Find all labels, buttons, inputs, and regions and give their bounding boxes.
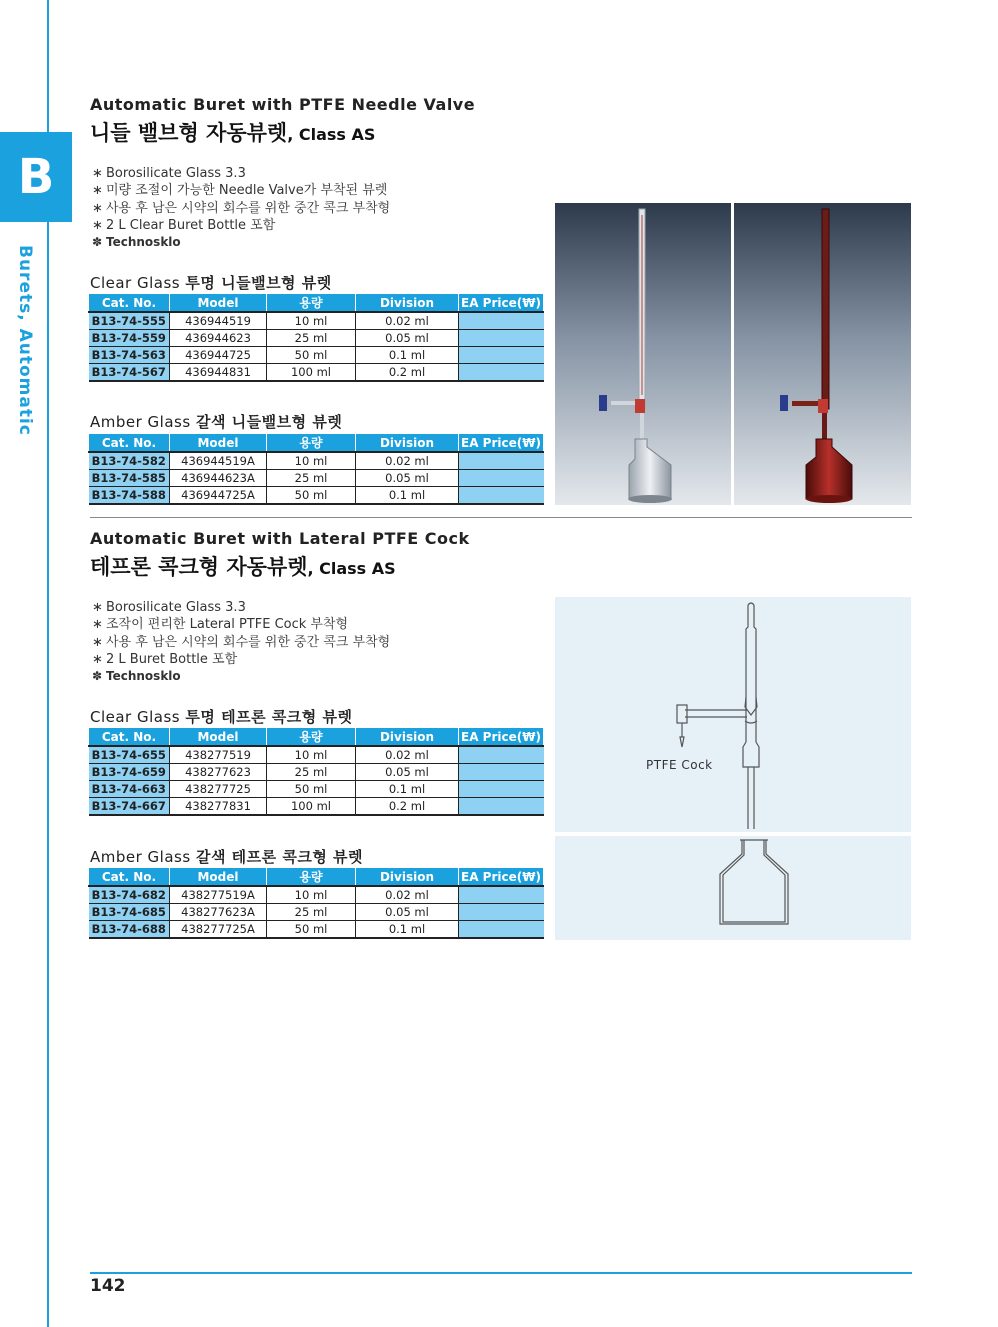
col-cat-no: Cat. No. [89,434,170,453]
section1-clear-table [88,293,544,382]
col-division: Division [356,434,459,453]
table-row: B13-74-667 438277831 100 ml 0.2 ml [89,798,544,816]
clear-buret-photo [555,203,731,505]
col-cat-no: Cat. No. [89,294,170,313]
col-model: Model [170,294,267,313]
col-capacity: 용량 [267,728,356,747]
feature-item: ∗ 사용 후 남은 시약의 회수를 위한 중간 콕크 부착형 [92,634,391,650]
col-price: EA Price(₩) [459,728,544,747]
section2-clear-table [88,727,544,816]
feature-item: ∗ 2 L Clear Buret Bottle 포함 [92,217,276,233]
buret-bottle-diagram [555,836,911,940]
col-model: Model [170,434,267,453]
col-cat-no: Cat. No. [89,868,170,887]
feature-item: ∗ 미량 조절이 가능한 Needle Valve가 부착된 뷰렛 [92,183,388,199]
table-row: B13-74-659 438277623 25 ml 0.05 ml [89,764,544,781]
table-row: B13-74-563 436944725 50 ml 0.1 ml [89,347,544,364]
page-number: 142 [90,1276,126,1296]
section1-clear-heading: Clear Glass 투명 니들밸브형 뷰렛 [90,274,332,292]
table-row: B13-74-655 438277519 10 ml 0.02 ml [89,746,544,764]
section1-title-ko [90,117,375,147]
col-capacity: 용량 [267,294,356,313]
table-row: B13-74-663 438277725 50 ml 0.1 ml [89,781,544,798]
section1-title-en: Automatic Buret with PTFE Needle Valve [90,95,476,114]
section2-amber-table [88,867,544,939]
col-cat-no: Cat. No. [89,728,170,747]
feature-item: ∗ 사용 후 남은 시약의 회수를 위한 중간 콕크 부착형 [92,200,391,216]
section2-title-class: , Class AS [307,559,396,578]
col-division: Division [356,294,459,313]
feature-item: ∗ 2 L Buret Bottle 포함 [92,651,238,667]
section-letter: B [17,149,55,205]
feature-brand: ✽ Technosklo [92,235,181,250]
section-side-label [15,245,45,445]
section2-title-ko-text: 테프론 콕크형 자동뷰렛 [90,555,308,579]
table-row: B13-74-682 438277519A 10 ml 0.02 ml [89,886,544,904]
footer-rule [90,1272,912,1274]
table-row: B13-74-688 438277725A 50 ml 0.1 ml [89,921,544,939]
col-capacity: 용량 [267,868,356,887]
lateral-cock-buret-diagram [555,597,911,832]
col-division: Division [356,868,459,887]
section-divider [90,517,912,518]
section2-title-ko [90,551,396,581]
section1-title-class: , Class AS [287,125,376,144]
feature-item: ∗ 조작이 편리한 Lateral PTFE Cock 부착형 [92,617,349,633]
section2-title-en: Automatic Buret with Lateral PTFE Cock [90,529,470,548]
col-capacity: 용량 [267,434,356,453]
section1-features [92,165,390,251]
section2-amber-heading: Amber Glass 갈색 테프론 콕크형 뷰렛 [90,848,364,866]
feature-brand: ✽ Technosklo [92,669,181,684]
table-row: B13-74-585 436944623A 25 ml 0.05 ml [89,470,544,487]
col-model: Model [170,728,267,747]
ptfe-cock-label: PTFE Cock [646,758,713,772]
col-price: EA Price(₩) [459,434,544,453]
feature-item: ∗ Borosilicate Glass 3.3 [92,166,246,181]
side-label-text: Burets, Automatic [15,245,35,436]
col-price: EA Price(₩) [459,868,544,887]
col-model: Model [170,868,267,887]
section2-clear-heading: Clear Glass 투명 테프론 콕크형 뷰렛 [90,708,353,726]
table-row: B13-74-559 436944623 25 ml 0.05 ml [89,330,544,347]
table-row: B13-74-567 436944831 100 ml 0.2 ml [89,364,544,382]
feature-item: ∗ Borosilicate Glass 3.3 [92,600,246,615]
col-price: EA Price(₩) [459,294,544,313]
section1-amber-table [88,433,544,505]
col-division: Division [356,728,459,747]
table-row: B13-74-582 436944519A 10 ml 0.02 ml [89,452,544,470]
section2-features [92,599,390,685]
section1-title-ko-text: 니들 밸브형 자동뷰렛 [90,121,288,145]
table-row: B13-74-588 436944725A 50 ml 0.1 ml [89,487,544,505]
section1-amber-heading: Amber Glass 갈색 니들밸브형 뷰렛 [90,413,343,431]
amber-buret-photo [734,203,911,505]
table-row: B13-74-555 436944519 10 ml 0.02 ml [89,312,544,330]
table-row: B13-74-685 438277623A 25 ml 0.05 ml [89,904,544,921]
section-tab [0,132,72,222]
